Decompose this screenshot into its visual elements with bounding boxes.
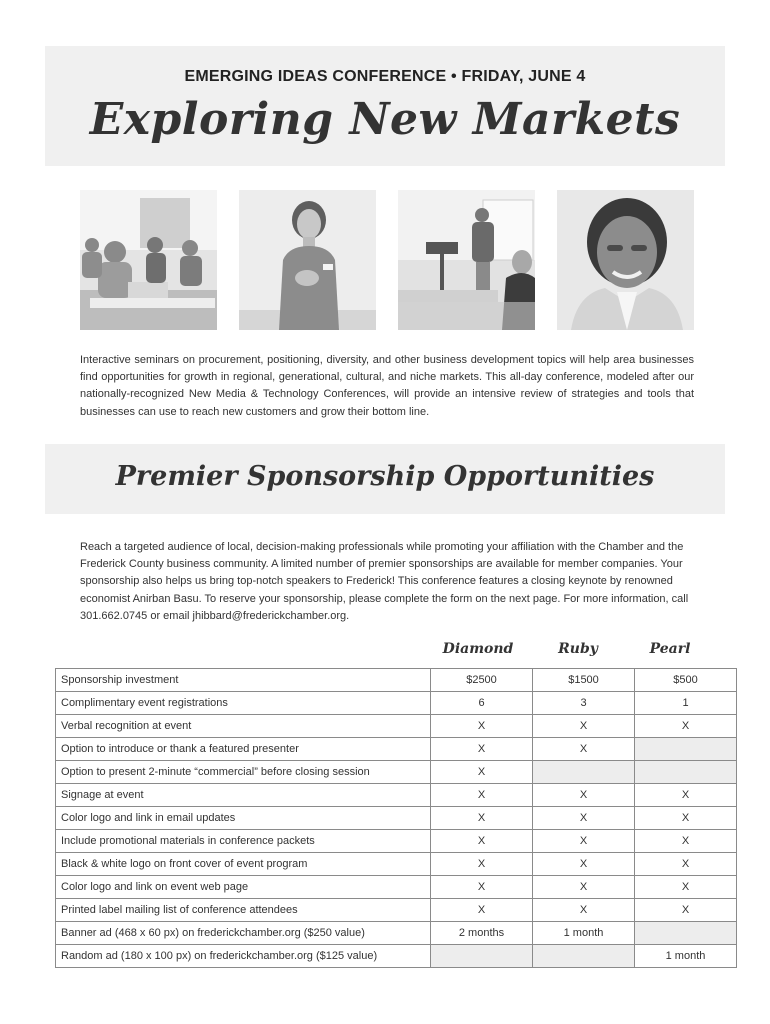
feature-cell: Signage at event: [56, 784, 431, 807]
sponsorship-paragraph: Reach a targeted audience of local, decision-making professionals while promoting your affiliation with the Chamber and the Frederick County business community. A limited number of premier sponsorships are available for member companies. Your sponsorship also helps us bring top-notch speakers to Frederick! This conference features a closing keynote by renowned economist Anirban Basu. To reserve your sponsorship, please complete the form on the next page. For more information, call 301.662.0745 or email jhibbard@frederickchamber.org.: [80, 541, 689, 622]
feature-cell: Complimentary event registrations: [56, 692, 431, 715]
tier-value-cell: X: [635, 784, 737, 807]
tier-value-cell: X: [533, 738, 635, 761]
sponsorship-table: [55, 668, 737, 968]
tier-value-cell: X: [431, 738, 533, 761]
table-row: [56, 669, 737, 692]
table-row: [56, 922, 737, 945]
seminar-audience-photo: [80, 190, 217, 330]
tier-value-cell: [533, 945, 635, 968]
tier-value-cell: X: [533, 830, 635, 853]
tier-value-cell: X: [533, 876, 635, 899]
tier-value-cell: X: [533, 899, 635, 922]
table-row: [56, 853, 737, 876]
feature-cell: Color logo and link on event web page: [56, 876, 431, 899]
tier-value-cell: X: [431, 715, 533, 738]
table-row: [56, 899, 737, 922]
tier-value-cell: X: [431, 899, 533, 922]
tier-value-cell: X: [635, 807, 737, 830]
tier-value-cell: 1 month: [533, 922, 635, 945]
feature-cell: Verbal recognition at event: [56, 715, 431, 738]
keynote-portrait-photo: [557, 190, 694, 330]
table-row: [56, 761, 737, 784]
feature-cell: Printed label mailing list of conference attendees: [56, 899, 431, 922]
tier-value-cell: 3: [533, 692, 635, 715]
feature-cell: Random ad (180 x 100 px) on frederickchamber.org ($125 value): [56, 945, 431, 968]
tier-value-cell: [635, 738, 737, 761]
table-row: [56, 784, 737, 807]
tier-value-cell: X: [431, 876, 533, 899]
feature-cell: Include promotional materials in conference packets: [56, 830, 431, 853]
presenter-podium-photo: [398, 190, 535, 330]
table-row: [56, 945, 737, 968]
tier-value-cell: $1500: [533, 669, 635, 692]
tier-value-cell: 6: [431, 692, 533, 715]
table-row: [56, 738, 737, 761]
tier-header-diamond: Diamond: [442, 641, 514, 657]
intro-paragraph: Interactive seminars on procurement, positioning, diversity, and other business development topics will help area businesses find opportunities for growth in regional, generational, cultural, and niche markets. This all-day conference, modeled after our nationally-recognized New Media & Technology Conferences, will provide an intensive review of strategies and tools that businesses can use to reach new customers and grow their bottom line.: [80, 354, 694, 418]
tier-value-cell: X: [635, 876, 737, 899]
tier-value-cell: X: [635, 853, 737, 876]
table-row: [56, 692, 737, 715]
tier-value-cell: [635, 922, 737, 945]
tier-value-cell: $2500: [431, 669, 533, 692]
tier-value-cell: 2 months: [431, 922, 533, 945]
tier-value-cell: X: [635, 715, 737, 738]
table-row: [56, 830, 737, 853]
tier-value-cell: X: [533, 853, 635, 876]
tier-value-cell: 1: [635, 692, 737, 715]
tier-header-ruby: Ruby: [558, 641, 598, 657]
feature-cell: Option to present 2-minute “commercial” before closing session: [56, 761, 431, 784]
tier-value-cell: 1 month: [635, 945, 737, 968]
tier-value-cell: X: [533, 715, 635, 738]
tier-value-cell: X: [533, 784, 635, 807]
table-row: [56, 807, 737, 830]
speaker-woman-photo: [239, 190, 376, 330]
feature-cell: Color logo and link in email updates: [56, 807, 431, 830]
feature-cell: Option to introduce or thank a featured presenter: [56, 738, 431, 761]
feature-cell: Banner ad (468 x 60 px) on frederickchamber.org ($250 value): [56, 922, 431, 945]
tier-value-cell: X: [533, 807, 635, 830]
tier-value-cell: X: [431, 784, 533, 807]
tier-header-pearl: Pearl: [649, 641, 691, 657]
table-row: [56, 715, 737, 738]
tier-value-cell: X: [635, 830, 737, 853]
tier-value-cell: X: [431, 830, 533, 853]
feature-cell: Black & white logo on front cover of event program: [56, 853, 431, 876]
tier-value-cell: [533, 761, 635, 784]
tier-value-cell: X: [635, 899, 737, 922]
tier-value-cell: [431, 945, 533, 968]
photo-strip: [80, 190, 694, 330]
tier-value-cell: X: [431, 807, 533, 830]
feature-cell: Sponsorship investment: [56, 669, 431, 692]
tier-value-cell: X: [431, 761, 533, 784]
tier-value-cell: $500: [635, 669, 737, 692]
table-row: [56, 876, 737, 899]
tier-value-cell: X: [431, 853, 533, 876]
page-title: Exploring New Markets: [89, 94, 681, 145]
event-eyebrow: EMERGING IDEAS CONFERENCE • FRIDAY, JUNE 4: [184, 68, 586, 85]
tier-value-cell: [635, 761, 737, 784]
sponsorship-title: Premier Sponsorship Opportunities: [115, 461, 655, 492]
